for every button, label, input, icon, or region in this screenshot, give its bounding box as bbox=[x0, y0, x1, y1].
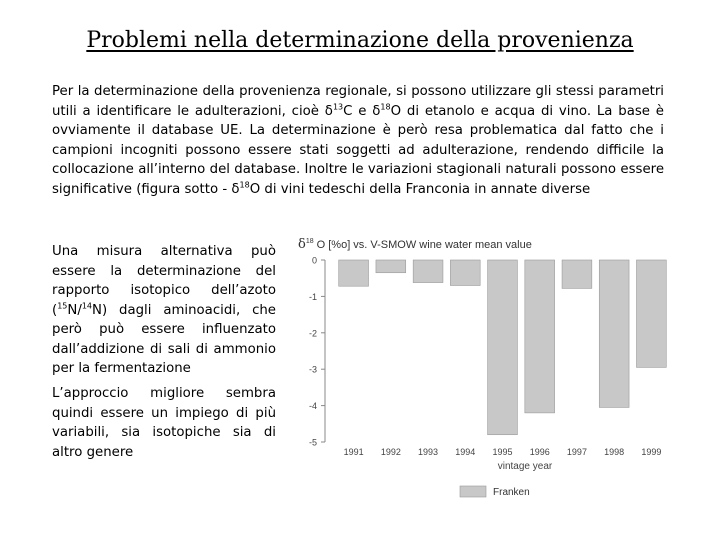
bar-1993 bbox=[413, 260, 443, 283]
slide-title: Problemi nella determinazione della provenienza bbox=[86, 28, 634, 53]
bar-1997 bbox=[562, 260, 592, 288]
multivariate-approach-paragraph: L’approccio migliore sembra quindi essere un impiego di più variabili, sia isotopiche sia di altro genere bbox=[52, 386, 276, 460]
x-tick-label-1997: 1997 bbox=[566, 447, 587, 457]
nitrogen-isotope-paragraph: Una misura alternativa può essere la determinazione del rapporto isotopico dell’azoto ($^{15}$N/$^{14}$N) dagli aminoacidi, che però può essere influenzato dall’addizione di sali di ammonio per la fermentazione bbox=[52, 244, 276, 376]
bar-1991 bbox=[339, 260, 369, 286]
y-tick-label: 0 bbox=[311, 255, 317, 266]
legend-label: Franken bbox=[493, 487, 530, 498]
x-tick-label-1998: 1998 bbox=[604, 447, 625, 457]
x-tick-label-1993: 1993 bbox=[418, 447, 439, 457]
x-tick-label-1991: 1991 bbox=[343, 447, 364, 457]
bars-group bbox=[339, 260, 667, 435]
intro-paragraph: Per la determinazione della provenienza regionale, si possono utilizzare gli stessi parametri utili a identificare le adulterazioni, cioè $\delta^{13}C$ e $\delta^{18}O$ di etanolo e acqua di vino. La base è ovviamente il database UE. La determinazione è però resa problematica dal fatto che i campioni incogniti possono essere stati soggetti ad adulterazione, rendendo difficile la collocazione all’interno del database. Inoltre le variazioni stagionali naturali possono essere significative (figura sotto - $\delta^{18}O$ di vini tedeschi della Franconia in annate diverse bbox=[52, 84, 664, 197]
bar-1998 bbox=[599, 260, 629, 407]
y-tick-label: -3 bbox=[308, 364, 317, 375]
bar-1995 bbox=[488, 260, 518, 435]
x-tick-label-1992: 1992 bbox=[380, 447, 401, 457]
x-axis-label: vintage year bbox=[497, 461, 553, 472]
bar-1999 bbox=[637, 260, 667, 367]
bar-1996 bbox=[525, 260, 555, 413]
y-tick-label: -2 bbox=[308, 328, 317, 339]
chart-title: $\delta^{18}$ O [%o] vs. V-SMOW wine water mean value bbox=[298, 237, 532, 252]
x-tick-label-1995: 1995 bbox=[492, 447, 513, 457]
legend-swatch bbox=[460, 486, 486, 497]
y-tick-label: -5 bbox=[308, 437, 317, 448]
y-tick-label: -1 bbox=[308, 291, 317, 302]
x-tick-label-1996: 1996 bbox=[529, 447, 550, 457]
x-axis bbox=[344, 447, 662, 457]
y-axis bbox=[309, 256, 325, 448]
bar-1992 bbox=[376, 260, 406, 273]
y-tick-label: -4 bbox=[308, 401, 317, 412]
bar-1994 bbox=[450, 260, 480, 285]
delta18o-bar-chart bbox=[290, 232, 700, 532]
x-tick-label-1999: 1999 bbox=[641, 447, 662, 457]
x-tick-label-1994: 1994 bbox=[455, 447, 476, 457]
